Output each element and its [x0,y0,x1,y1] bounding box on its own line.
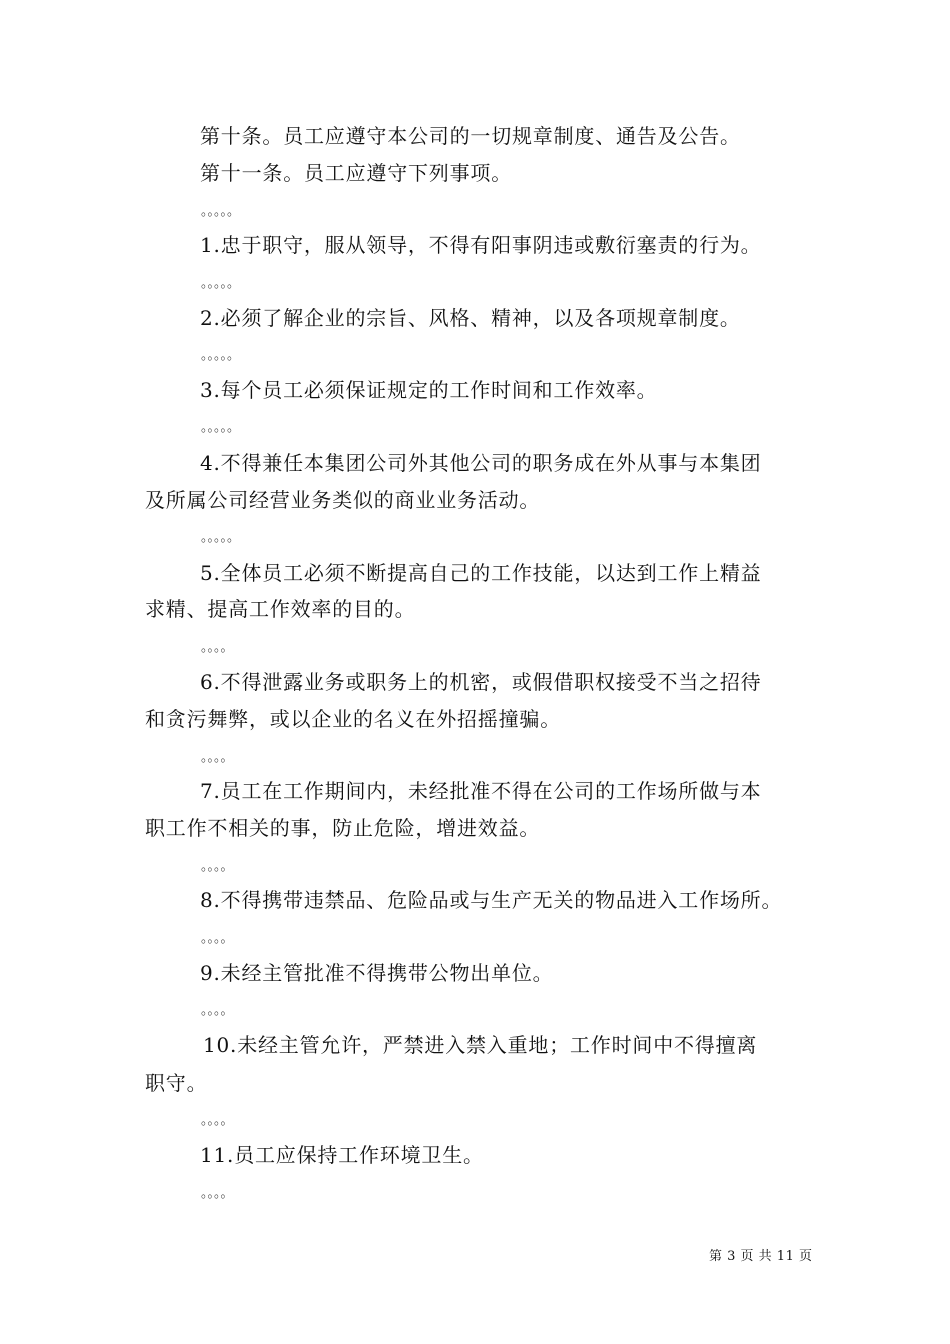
item-3: 3.每个员工必须保证规定的工作时间和工作效率。 [200,378,658,402]
dot-row: 。。。。。 [201,276,241,291]
item-10-line-2: 职守。 [145,1071,208,1095]
dot-row: 。。。。 [201,750,234,765]
dot-row: 。。。。。 [201,348,241,363]
item-6-line-1: 6.不得泄露业务或职务上的机密，或假借职权接受不当之招待 [200,670,762,694]
item-4-line-2: 及所属公司经营业务类似的商业业务活动。 [145,488,541,512]
dot-row: 。。。。 [201,1113,234,1128]
dot-row: 。。。。 [201,1003,234,1018]
page-number: 第 3 页 共 11 页 [709,1249,813,1264]
dot-row: 。。。。。 [201,420,241,435]
item-5-line-2: 求精、提高工作效率的目的。 [145,597,416,621]
item-7-line-1: 7.员工在工作期间内，未经批准不得在公司的工作场所做与本 [200,779,762,803]
item-6-line-2: 和贪污舞弊，或以企业的名义在外招摇撞骗。 [145,707,561,731]
item-4-line-1: 4.不得兼任本集团公司外其他公司的职务成在外从事与本集团 [200,451,762,475]
dot-row: 。。。。 [201,859,234,874]
dot-row: 。。。。 [201,640,234,655]
article-11: 第十一条。员工应遵守下列事项。 [200,161,512,185]
dot-row: 。。。。 [201,1186,234,1201]
item-11: 11.员工应保持工作环境卫生。 [200,1143,484,1167]
item-5-line-1: 5.全体员工必须不断提高自己的工作技能，以达到工作上精益 [200,561,762,585]
item-2: 2.必须了解企业的宗旨、风格、精神，以及各项规章制度。 [200,306,741,330]
dot-row: 。。。。 [201,931,234,946]
dot-row: 。。。。。 [201,530,241,545]
dot-row: 。。。。。 [201,204,241,219]
item-7-line-2: 职工作不相关的事，防止危险，增进效益。 [145,816,541,840]
article-10: 第十条。员工应遵守本公司的一切规章制度、通告及公告。 [200,124,741,148]
item-10-line-1: 10.未经主管允许，严禁进入禁入重地；工作时间中不得擅离 [203,1033,758,1057]
item-9: 9.未经主管批准不得携带公物出单位。 [200,961,554,985]
item-1: 1.忠于职守，服从领导，不得有阳事阴违或敷衍塞责的行为。 [200,233,762,257]
item-8: 8.不得携带违禁品、危险品或与生产无关的物品进入工作场所。 [200,888,783,912]
